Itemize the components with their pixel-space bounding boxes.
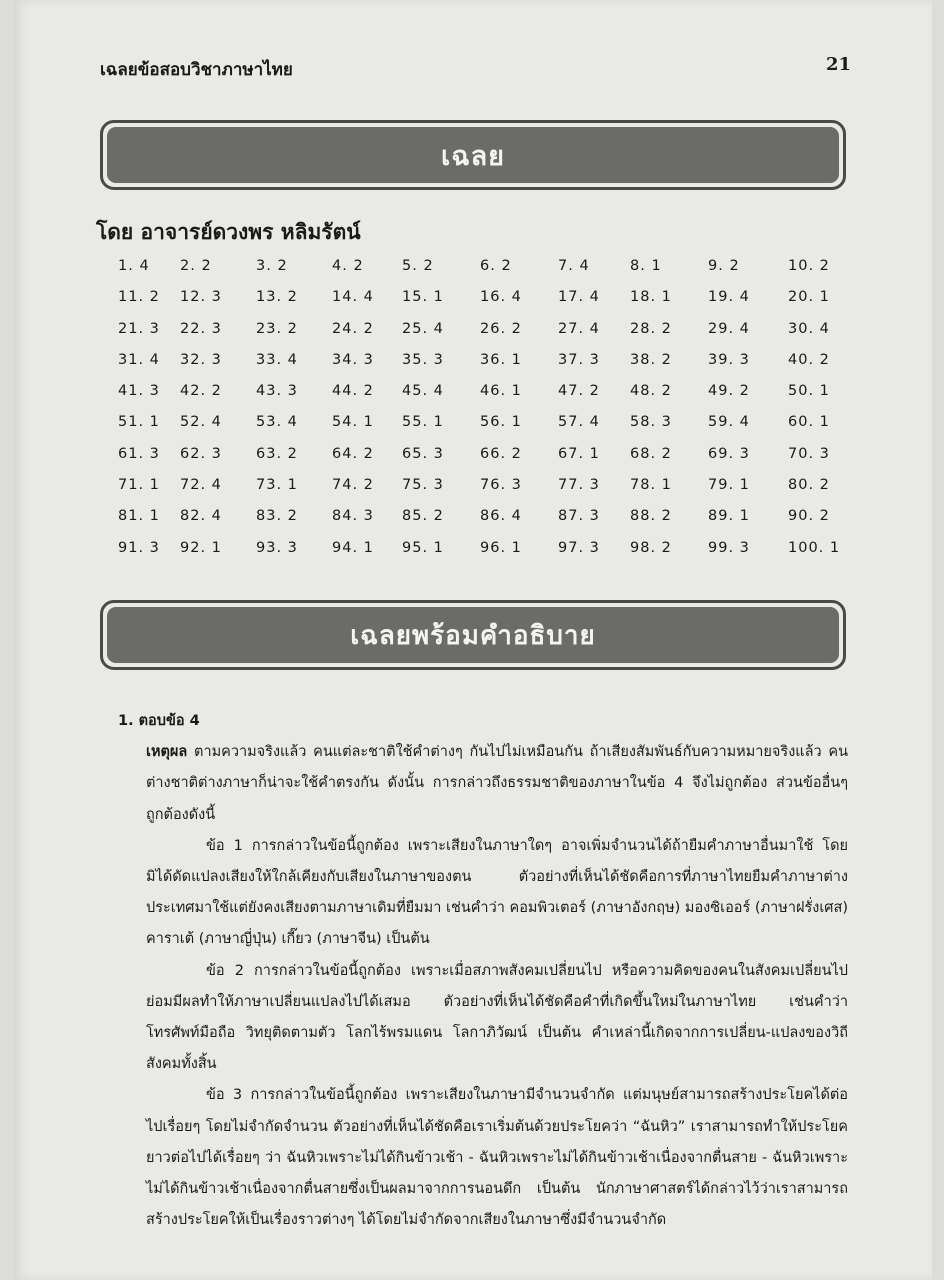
answer-cell: 77. 3 [558,477,600,494]
answer-cell: 14. 4 [332,289,374,306]
answer-cell: 24. 2 [332,320,374,337]
explanation-choice-2: ข้อ 2 การกล่าวในข้อนี้ถูกต้อง เพราะเมื่อสภาพสังคมเปลี่ยนไป หรือความคิดของคนในสังคมเปลี่ยนไป ย่อมมีผลทำให้ภาษาเปลี่ยนแปลงไปได้เสมอ ตัวอย่างที่เห็นได้ชัดคือคำที่เกิดขึ้นใหม่ในภาษาไทย เช่นคำว่า โทรศัพท์มือถือ วิทยุติดตามตัว โลกไร้พรมแดน โลกาภิวัฒน์ เป็นต้น คำเหล่านี้เกิดจากการเปลี่ยน-แปลงของวิถีสังคมทั้งสิ้น [146,962,848,1073]
answer-cell: 30. 4 [788,320,830,337]
answer-cell: 58. 3 [630,414,672,431]
answer-row [100,532,846,563]
answer-cell: 32. 3 [180,351,222,368]
answer-cell: 93. 3 [256,539,298,556]
answer-cell: 65. 3 [402,445,444,462]
answer-cell: 86. 4 [480,508,522,525]
answer-cell: 5. 2 [402,258,434,274]
answer-cell: 64. 2 [332,445,374,462]
answer-row [100,250,846,281]
answer-row [100,375,846,406]
reason-label: เหตุผล [146,744,188,761]
answer-cell: 66. 2 [480,445,522,462]
answer-cell: 83. 2 [256,508,298,525]
answer-cell: 99. 3 [708,539,750,556]
answer-cell: 35. 3 [402,351,444,368]
answer-cell: 87. 3 [558,508,600,525]
answer-cell: 63. 2 [256,445,298,462]
answer-cell: 61. 3 [118,445,160,462]
answer-cell: 45. 4 [402,383,444,400]
answer-cell: 34. 3 [332,351,374,368]
answer-cell: 10. 2 [788,258,830,274]
answer-cell: 40. 2 [788,351,830,368]
answer-cell: 81. 1 [118,508,160,525]
answer-cell: 48. 2 [630,383,672,400]
answer-cell: 15. 1 [402,289,444,306]
answer-cell: 43. 3 [256,383,298,400]
answer-cell: 100. 1 [788,539,841,556]
answer-row [100,281,846,312]
answer-cell: 89. 1 [708,508,750,525]
answer-cell: 20. 1 [788,289,830,306]
answer-cell: 80. 2 [788,477,830,494]
answer-cell: 91. 3 [118,539,160,556]
answer-cell: 73. 1 [256,477,298,494]
answer-cell: 92. 1 [180,539,222,556]
answer-cell: 54. 1 [332,414,374,431]
answer-cell: 85. 2 [402,508,444,525]
answer-cell: 11. 2 [118,289,160,306]
answer-cell: 88. 2 [630,508,672,525]
answer-cell: 71. 1 [118,477,160,494]
explanation-choice-3: ข้อ 3 การกล่าวในข้อนี้ถูกต้อง เพราะเสียงในภาษามีจำนวนจำกัด แต่มนุษย์สามารถสร้างประโยคได้ต่อไปเรื่อยๆ โดยไม่จำกัดจำนวน ตัวอย่างที่เห็นได้ชัดคือเราเริ่มต้นด้วยประโยคว่า “ฉันหิว” เราสามารถทำให้ประโยคยาวต่อไปได้เรื่อยๆ ว่า ฉันหิวเพราะไม่ได้กินข้าวเช้า - ฉันหิวเพราะไม่ได้กินข้าวเช้าเนื่องจากตื่นสาย - ฉันหิวเพราะไม่ได้กินข้าวเช้าเนื่องจากตื่นสายซึ่งเป็นผลมาจากการนอนดึก เป็นต้น นักภาษาศาสตร์ได้กล่าวไว้ว่าเราสามารถสร้างประโยคให้เป็นเรื่องราวต่างๆ ได้โดยไม่จำกัดจากเสียงในภาษาซึ่งมีจำนวนจำกัด [146,1087,848,1229]
explanation-section [118,706,848,1236]
answer-cell: 70. 3 [788,445,830,462]
answer-cell: 7. 4 [558,258,590,274]
answer-cell: 62. 3 [180,445,222,462]
answer-cell: 23. 2 [256,320,298,337]
answer-cell: 60. 1 [788,414,830,431]
answer-cell: 67. 1 [558,445,600,462]
answer-cell: 18. 1 [630,289,672,306]
answer-cell: 50. 1 [788,383,830,400]
running-header-title: เฉลยข้อสอบวิชาภาษาไทย [100,60,293,80]
answer-cell: 84. 3 [332,508,374,525]
answer-cell: 78. 1 [630,477,672,494]
answer-row [100,344,846,375]
answer-cell: 57. 4 [558,414,600,431]
answer-cell: 17. 4 [558,289,600,306]
reason-paragraph [118,737,848,831]
answer-cell: 28. 2 [630,320,672,337]
answer-cell: 49. 2 [708,383,750,400]
answer-cell: 44. 2 [332,383,374,400]
answer-cell: 22. 3 [180,320,222,337]
answer-cell: 16. 4 [480,289,522,306]
answer-cell: 13. 2 [256,289,298,306]
answer-cell: 53. 4 [256,414,298,431]
answer-cell: 51. 1 [118,414,160,431]
answer-cell: 39. 3 [708,351,750,368]
answer-cell: 4. 2 [332,258,364,274]
answer-key-banner [100,120,846,190]
answer-cell: 19. 4 [708,289,750,306]
answer-key-banner-label: เฉลย [107,127,839,183]
answer-cell: 12. 3 [180,289,222,306]
page-number: 21 [826,54,852,75]
answer-cell: 3. 2 [256,258,288,274]
answer-cell: 26. 2 [480,320,522,337]
answer-cell: 2. 2 [180,258,212,274]
answer-cell: 41. 3 [118,383,160,400]
author-line: โดย อาจารย์ดวงพร หลิมรัตน์ [96,220,361,244]
explanation-banner [100,600,846,670]
answer-cell: 95. 1 [402,539,444,556]
answer-cell: 94. 1 [332,539,374,556]
answer-row [100,313,846,344]
answer-cell: 47. 2 [558,383,600,400]
answer-cell: 98. 2 [630,539,672,556]
answer-row [100,500,846,531]
answer-cell: 96. 1 [480,539,522,556]
answer-cell: 8. 1 [630,258,662,274]
answer-cell: 29. 4 [708,320,750,337]
answer-cell: 6. 2 [480,258,512,274]
answer-cell: 31. 4 [118,351,160,368]
answer-cell: 90. 2 [788,508,830,525]
answer-cell: 38. 2 [630,351,672,368]
answer-cell: 36. 1 [480,351,522,368]
answer-grid [100,250,846,563]
answer-cell: 69. 3 [708,445,750,462]
answer-cell: 75. 3 [402,477,444,494]
reason-text: ตามความจริงแล้ว คนแต่ละชาติใช้คำต่างๆ กันไปไม่เหมือนกัน ถ้าเสียงสัมพันธ์กับความหมายจริงแล้ว คนต่างชาติต่างภาษาก็น่าจะใช้คำตรงกัน ดังนั้น การกล่าวถึงธรรมชาติของภาษาในข้อ 4 จึงไม่ถูกต้อง ส่วนข้ออื่นๆ ถูกต้องดังนี้ [146,744,848,823]
answer-cell: 21. 3 [118,320,160,337]
answer-cell: 56. 1 [480,414,522,431]
answer-cell: 27. 4 [558,320,600,337]
answer-cell: 79. 1 [708,477,750,494]
answer-cell: 42. 2 [180,383,222,400]
answer-cell: 37. 3 [558,351,600,368]
answer-cell: 25. 4 [402,320,444,337]
answer-cell: 52. 4 [180,414,222,431]
answer-row [100,406,846,437]
answer-row [100,469,846,500]
answer-cell: 68. 2 [630,445,672,462]
answer-cell: 9. 2 [708,258,740,274]
explanation-choice-1: ข้อ 1 การกล่าวในข้อนี้ถูกต้อง เพราะเสียงในภาษาใดๆ อาจเพิ่มจำนวนได้ถ้ายืมคำภาษาอื่นมาใช้ โดยมิได้ดัดแปลงเสียงให้ใกล้เคียงกับเสียงในภาษาของตน ตัวอย่างที่เห็นได้ชัดคือการที่ภาษาไทยยืมคำภาษาต่างประเทศมาใช้แต่ยังคงเสียงตามภาษาเดิมที่ยืมมา เช่นคำว่า คอมพิวเตอร์ (ภาษาอังกฤษ) มองซิเออร์ (ภาษาฝรั่งเศส) คาราเต้ (ภาษาญี่ปุ่น) เกี๊ยว (ภาษาจีน) เป็นต้น [146,837,848,948]
answer-cell: 76. 3 [480,477,522,494]
answer-cell: 33. 4 [256,351,298,368]
answer-cell: 59. 4 [708,414,750,431]
answer-cell: 46. 1 [480,383,522,400]
explanation-banner-label: เฉลยพร้อมคำอธิบาย [107,607,839,663]
question-title: 1. ตอบข้อ 4 [118,713,200,729]
answer-row [100,438,846,469]
answer-cell: 97. 3 [558,539,600,556]
answer-cell: 82. 4 [180,508,222,525]
answer-cell: 74. 2 [332,477,374,494]
answer-cell: 55. 1 [402,414,444,431]
answer-cell: 1. 4 [118,258,150,274]
answer-cell: 72. 4 [180,477,222,494]
